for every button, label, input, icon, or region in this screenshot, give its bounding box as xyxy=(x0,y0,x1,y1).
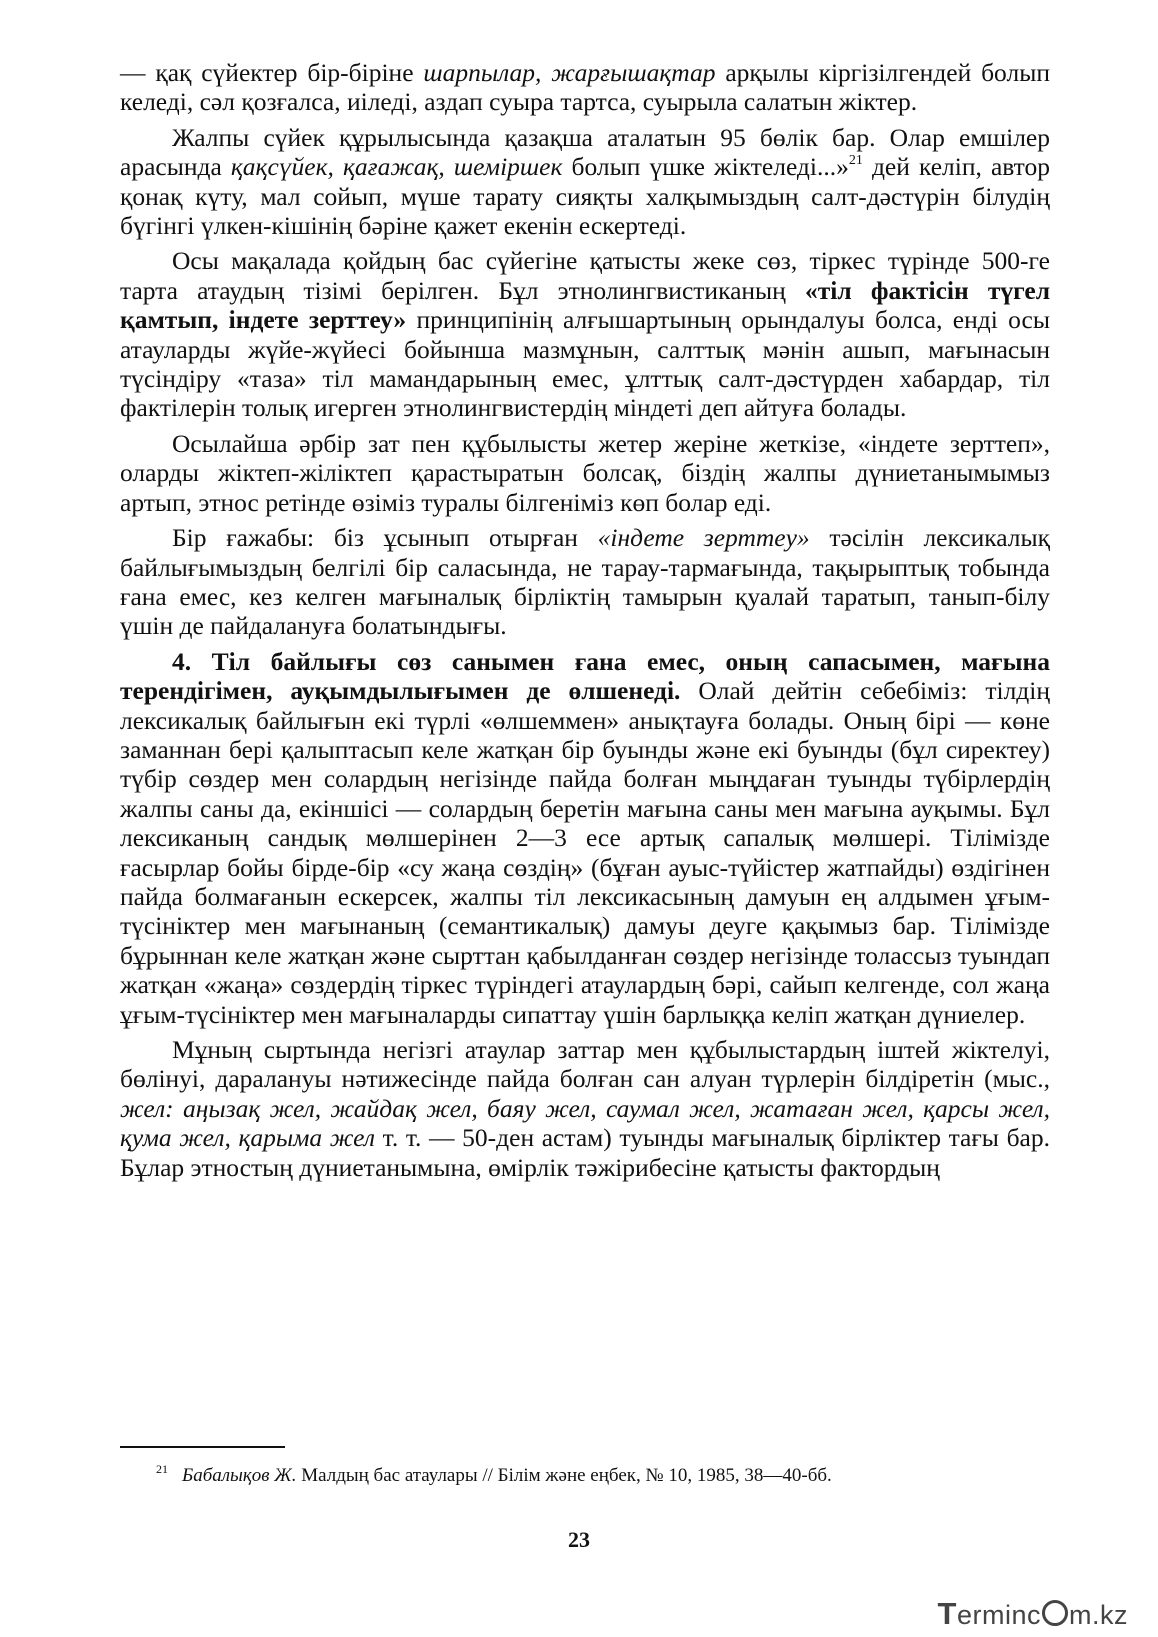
text-run: т. т. — 50-ден астам) туынды мағыналық бірліктер тағы бар. Бұлар этностың дүниетанымына, өмірлік тәжірибесіне қатысты фактордың xyxy=(120,1123,1050,1182)
paragraph xyxy=(120,123,1050,241)
page-body xyxy=(120,58,1050,1188)
footnote-divider xyxy=(120,1446,285,1448)
watermark-mid: erminc xyxy=(956,1600,1041,1630)
paragraph xyxy=(120,429,1050,517)
text-run: Осылайша әрбір зат пен құбылысты жетер жеріне жеткізе, «індете зерттеп», оларды жіктеп-жіліктеп қарастыратын болсақ, біздің жалпы дүниетанымымыз артып, этнос ретінде өзіміз туралы білгеніміз көп болар еді. xyxy=(120,428,1050,517)
text-run: — қақ сүйектер бір-біріне xyxy=(120,58,424,87)
bold-text: «тіл фактісін түгел қамтып, індете зерттеу» xyxy=(120,275,1050,335)
text-run: Олай дейтін себебіміз: тілдің лексикалық байлығын екі түрлі «өлшеммен» анықтауға болады. Оның бірі — көне заманнан бері қалыптасып келе жатқан бір буынды және екі буынды (бұл сиректеу) түбір сөздер мен солардың негізінде пайда болған мыңдаған туынды түбірлердің жалпы саны да, екіншісі — солардың беретін мағына саны мен мағына ауқымы. Бұл лексиканың сандық мөлшерінен 2—3 есе артық сапалық мөлшері. Тілімізде ғасырлар бойы бірде-бір «су жаңа сөздің» (бұған ауыс-түйістер жатпайды) өздігінен пайда болмағанын ескерсек, жалпы тіл лексикасының дамуын ең алдымен ұғым-түсініктер мен мағынаның (семантикалық) дамуы деуге қақымыз бар. Тілімізде бұрыннан келе жатқан және сырттан қабылданған сөздер негізінде толассыз туындап жатқан «жаңа» сөздердің тіркес түріндегі атаулардың бәрі, сайып келгенде, сол жаңа ұғым-түсініктер мен мағыналарды сипаттау үшін барлыққа келіп жатқан дүниелер. xyxy=(120,676,1051,1029)
text-run: Мұның сыртында негізгі атаулар заттар мен құбылыстардың іштей жіктелуі, бөлінуі, даралануы нәтижесінде пайда болған сан алуан түрлерін білдіретін (мыс., xyxy=(120,1035,1050,1094)
footnote-marker: 21 xyxy=(156,1462,168,1476)
footnote xyxy=(120,1462,1050,1490)
watermark-circle-icon xyxy=(1042,1600,1068,1626)
paragraph xyxy=(120,246,1050,422)
watermark-logo xyxy=(938,1596,1128,1632)
paragraph xyxy=(120,1035,1050,1182)
watermark-letter-t: T xyxy=(937,1596,957,1631)
footnote-text: Малдың бас атаулары // Білім және еңбек, № 10, 1985, 38—40-бб. xyxy=(296,1465,832,1486)
text-run: Жалпы сүйек құрылысында қазақша аталатын 95 бөлік бар. Олар емшілер арасында xyxy=(120,122,1050,182)
text-run: тәсілін лексикалық байлығымыздың белгілі бір саласында, не тарау-тармағында, тақырыптық тобында ғана емес, кез келген мағыналық бірліктің тамырын қуалай таратып, танып-білу үшін де пайдалануға болатындығы. xyxy=(120,523,1051,641)
text-run: арқылы кіргізілгендей болып келеді, сәл қозғалса, иіледі, аздап суыра тартса, суырыла салатын жіктер. xyxy=(120,58,1050,117)
text-run: принципінің алғышартының орындалуы болса, енді осы атауларды жүйе-жүйесі бойынша мазмұнын, салттық мәнін ашып, мағынасын түсіндіру «таза» тіл мамандарының емес, ұлттық салт-дәстүрден хабардар, тіл фактілерін толық игерген этнолингвистердің міндеті деп айтуға болады. xyxy=(120,305,1051,423)
italic-text: «індете зерттеу» xyxy=(597,523,810,553)
text-run: Бір ғажабы: біз ұсынып отырған xyxy=(172,523,598,553)
text-run: болып үшке жіктеледі...» xyxy=(562,152,849,182)
text-run: Осы мақалада қойдың бас сүйегіне қатысты жеке сөз, тіркес түрінде 500-ге тарта атаудың тізімі берілген. Бұл этнолингвистиканың xyxy=(120,246,1050,305)
page-number: 23 xyxy=(568,1527,590,1552)
watermark-rest: m.kz xyxy=(1069,1600,1128,1630)
italic-text: қақсүйек, қағажақ, шеміршек xyxy=(230,152,563,182)
italic-text: шарпылар, жарғышақтар xyxy=(423,58,716,87)
footnote-ref: 21 xyxy=(848,153,863,169)
paragraph xyxy=(120,58,1050,117)
bold-text: 4. Тіл байлығы сөз санымен ғана емес, оның сапасымен, мағына терендігімен, ауқымдылығымен де өлшенеді. xyxy=(120,646,1050,706)
text-run: дей келіп, автор қонақ күту, мал сойып, мүше тарату сияқты халқымыздың салт-дәстүрін білудің бүгінгі үлкен-кішінің бәріне қажет екенін ескертеді. xyxy=(120,152,1050,241)
footnote-author: Бабалықов Ж. xyxy=(182,1465,297,1486)
paragraph xyxy=(120,523,1050,641)
italic-text: жел: аңызақ жел, жайдақ жел, баяу жел, саумал жел, жатаған жел, қарсы жел, қума жел, қарыма жел xyxy=(120,1093,1050,1153)
paragraph xyxy=(120,647,1050,1029)
